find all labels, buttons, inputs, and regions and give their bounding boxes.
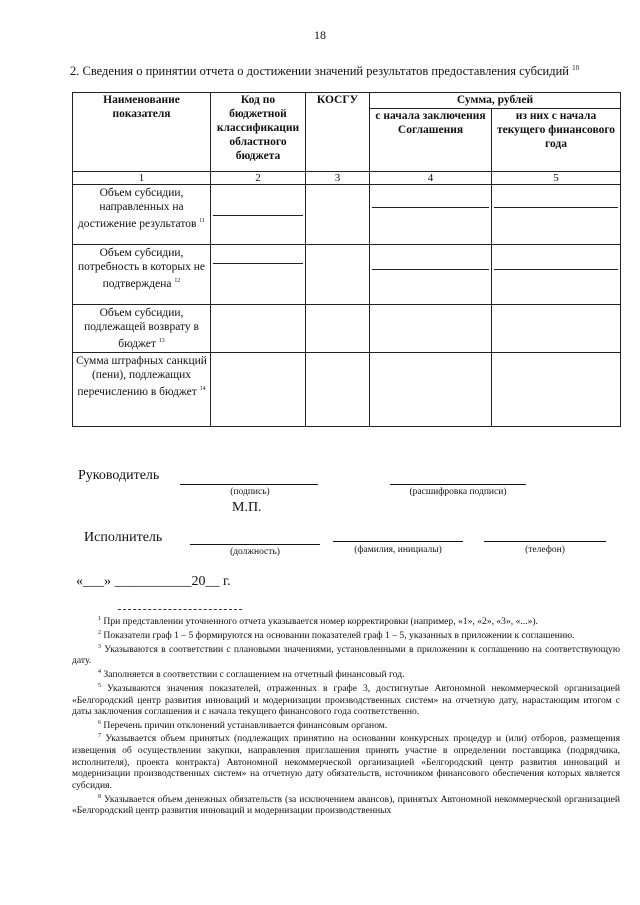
date-line[interactable]: «___» ___________20__ г. (76, 574, 231, 589)
row-label: Объем субсидии, подлежащей возврату в бюджет $^{13}$ (73, 305, 211, 353)
name-line[interactable] (333, 541, 463, 542)
footnotes (72, 614, 620, 817)
table-row (73, 352, 621, 426)
column-number: 5 (492, 172, 621, 185)
column-number: 3 (306, 172, 370, 185)
page-number: 18 (314, 28, 326, 42)
footnote: $^7$ Указывается объем принятых (подлежащих принятию на основании конкурсных процедур и (или) отборов, размещения извещения об осуществлении закупки, направления приглашения принять участие в определении поставщика (подрядчика, исполнителя), проекта контракта) Автономной некоммерческой организацией «Белгородский центр развития инноваций и модернизации производственных систем» на отчетную дату обязательств, источником финансового обеспечения которых является субсидия. (72, 733, 620, 792)
footnote: $^8$ Указывается объем денежных обязательств (за исключением авансов), принятых Автономной некоммерческой организацией «Белгородский центр развития инноваций и модернизации производственных (72, 793, 620, 817)
head-label: Руководитель (78, 468, 160, 483)
cell-sum-year[interactable] (492, 185, 621, 245)
table-row (73, 245, 621, 305)
footnote: $^2$ Показатели граф 1 – 5 формируются на основании показателей граф 1 – 5, указанных в приложении к соглашению. (98, 629, 575, 641)
executor-label: Исполнитель (84, 530, 163, 545)
cell-sum-total[interactable] (370, 352, 492, 426)
table-row (73, 185, 621, 245)
row-label: Объем субсидии, направленных на достижение результатов $^{11}$ (73, 185, 211, 245)
column-number: 1 (73, 172, 211, 185)
header-sum-group: Сумма, рублей (370, 93, 621, 109)
footnote: $^3$ Указываются в соответствии с плановыми значениями, установленными в приложении к соглашению на соответствующую дату. (72, 643, 621, 667)
stamp-place: М.П. (232, 500, 262, 515)
table-row (73, 305, 621, 353)
cell-sum-total[interactable] (370, 305, 492, 353)
header-since-agreement: с начала заключения Соглашения (370, 109, 492, 172)
header-budget-code: Код по бюджетной классификации областного бюджета (211, 93, 306, 172)
column-number: 4 (370, 172, 492, 185)
column-numbers-row (73, 172, 621, 185)
cell-budget-code[interactable] (211, 352, 306, 426)
cell-sum-total[interactable] (370, 185, 492, 245)
cell-budget-code[interactable] (211, 245, 306, 305)
header-kosgu: КОСГУ (306, 93, 370, 172)
footnote: $^1$ При представлении уточненного отчета указывается номер корректировки (например, «1», «2», «3», «...»). (98, 616, 538, 628)
column-number: 2 (211, 172, 306, 185)
cell-budget-code[interactable] (211, 185, 306, 245)
footnote: $^4$ Заполняется в соответствии с соглашением на отчетный финансовый год. (98, 668, 405, 681)
decode-caption: (расшифровка подписи) (409, 487, 507, 497)
table-header-row (73, 93, 621, 109)
section-heading-text: 2. Сведения о принятии отчета о достижении значений результатов предоставления субсидий (70, 64, 569, 79)
cell-kosgu[interactable] (306, 185, 370, 245)
cell-sum-year[interactable] (492, 305, 621, 353)
phone-line[interactable] (484, 541, 606, 542)
report-table (72, 92, 621, 427)
signature-caption: (подпись) (230, 487, 270, 497)
position-caption: (должность) (230, 547, 280, 557)
footnote: $^6$ Перечень причин отклонений устанавливается финансовым органом. (98, 719, 388, 731)
cell-kosgu[interactable] (306, 352, 370, 426)
cell-sum-total[interactable] (370, 245, 492, 305)
row-label: Объем субсидии, потребность в которых не подтверждена $^{12}$ (73, 245, 211, 305)
section-heading (70, 64, 610, 79)
decode-line[interactable] (390, 484, 526, 485)
cell-kosgu[interactable] (306, 305, 370, 353)
row-label: Сумма штрафных санкций (пени), подлежащих перечислению в бюджет $^{14}$ (73, 352, 211, 426)
signature-line[interactable] (180, 484, 318, 485)
header-since-year: из них с начала текущего финансового года (492, 109, 621, 172)
cell-sum-year[interactable] (492, 352, 621, 426)
footnote: $^5$ Указываются значения показателей, отраженных в графе 3, достигнутые Автономной некоммерческой организацией «Белгородский центр развития инноваций и модернизации производственных систем» на отчетную дату, нарастающим итогом с даты заключения соглашения и с начала текущего финансового года соответственно. (72, 682, 620, 718)
footnote-separator (118, 609, 242, 610)
name-caption: (фамилия, инициалы) (354, 545, 442, 555)
phone-caption: (телефон) (525, 545, 565, 555)
header-indicator-name: Наименование показателя (73, 93, 211, 172)
position-line[interactable] (190, 544, 320, 545)
cell-kosgu[interactable] (306, 245, 370, 305)
cell-sum-year[interactable] (492, 245, 621, 305)
section-heading-sup: 10 (572, 64, 580, 72)
cell-budget-code[interactable] (211, 305, 306, 353)
